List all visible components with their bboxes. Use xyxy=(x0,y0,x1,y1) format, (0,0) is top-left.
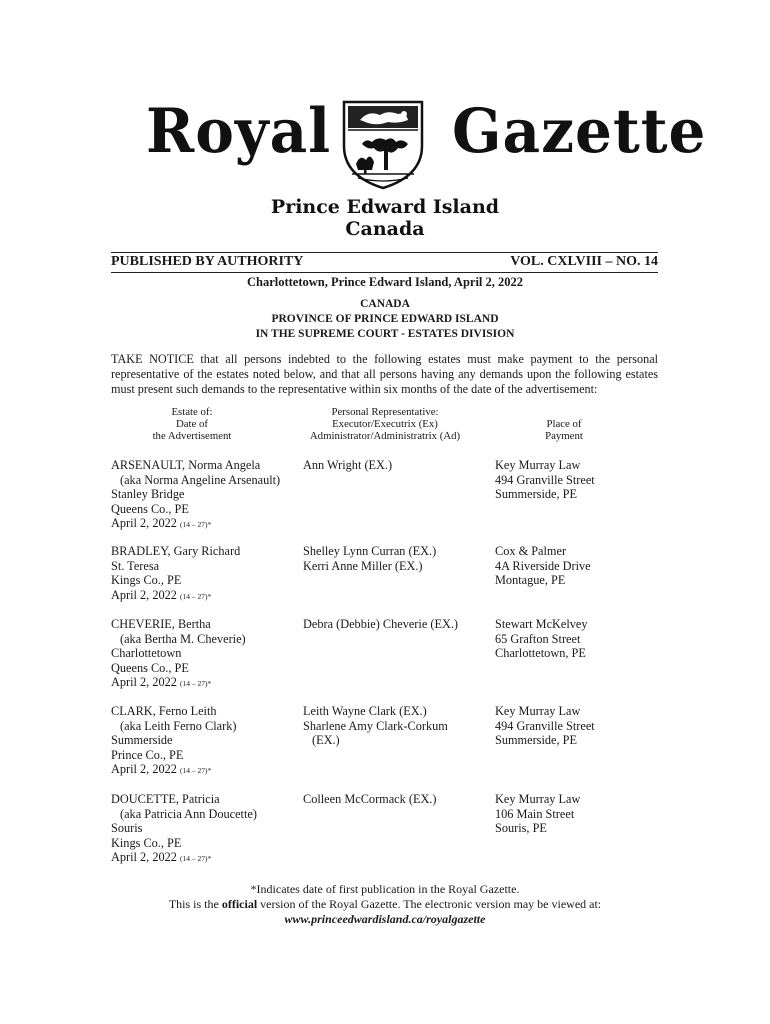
notice-paragraph: TAKE NOTICE that all persons indebted to the following estates must make payment to the personal representative of the estates noted below, and that all persons having any demands upon the following estates must present such demands to the representative within six months of the date of the advertisement: xyxy=(111,352,658,396)
footnote-first-publication: *Indicates date of first publication in the Royal Gazette. xyxy=(250,882,520,896)
masthead-title-right: Gazette xyxy=(452,95,707,167)
advertisement-date: April 2, 2022 xyxy=(111,675,177,689)
top-rule xyxy=(111,252,658,253)
masthead-province: Prince Edward Island xyxy=(270,196,500,218)
estate-details: BRADLEY, Gary Richard St. Teresa Kings Co., PE April 2, 2022 (14 – 27)* xyxy=(111,544,241,602)
coat-of-arms-icon xyxy=(338,98,428,190)
publication-code: (14 – 27)* xyxy=(180,679,212,688)
masthead-title-left: Royal xyxy=(146,95,332,167)
dateline: Charlottetown, Prince Edward Island, April 2, 2022 xyxy=(246,275,524,289)
advertisement-date: April 2, 2022 xyxy=(111,850,177,864)
publication-code: (14 – 27)* xyxy=(180,766,212,775)
payment-details: Stewart McKelvey 65 Grafton Street Charlottetown, PE xyxy=(495,617,588,660)
publication-code: (14 – 27)* xyxy=(180,854,212,863)
advertisement-date: April 2, 2022 xyxy=(111,516,177,530)
gazette-url-link[interactable]: www.princeedwardisland.ca/royalgazette xyxy=(284,912,486,926)
column-header-representative: Personal Representative: Executor/Executrix (Ex) Administrator/Administratrix (Ad) xyxy=(309,406,461,442)
payment-details: Key Murray Law 494 Granville Street Summerside, PE xyxy=(495,458,595,501)
estate-details: CLARK, Ferno Leith (aka Leith Ferno Clark) Summerside Prince Co., PE April 2, 2022 (14 – 27)* xyxy=(111,704,237,776)
bottom-rule xyxy=(111,272,658,273)
estate-details: DOUCETTE, Patricia (aka Patricia Ann Doucette) Souris Kings Co., PE April 2, 2022 (14 – 27)* xyxy=(111,792,257,864)
heading-canada: CANADA xyxy=(360,298,410,310)
published-by-authority: PUBLISHED BY AUTHORITY xyxy=(111,254,304,269)
estate-details: ARSENAULT, Norma Angela (aka Norma Angeline Arsenault) Stanley Bridge Queens Co., PE April 2, 2022 (14 – 27)* xyxy=(111,458,281,530)
payment-details: Key Murray Law 494 Granville Street Summerside, PE xyxy=(495,704,595,747)
official-emphasis: official xyxy=(221,897,258,911)
heading-province: PROVINCE OF PRINCE EDWARD ISLAND xyxy=(271,313,499,325)
publication-code: (14 – 27)* xyxy=(180,520,212,529)
volume-number: VOL. CXLVIII – NO. 14 xyxy=(510,254,658,269)
advertisement-date: April 2, 2022 xyxy=(111,587,177,602)
heading-court: IN THE SUPREME COURT - ESTATES DIVISION xyxy=(255,328,515,340)
masthead xyxy=(0,96,770,192)
estate-details: CHEVERIE, Bertha (aka Bertha M. Cheverie) Charlottetown Queens Co., PE April 2, 2022 (14 – 27)* xyxy=(111,617,246,689)
column-header-payment: Place of Payment xyxy=(545,418,583,442)
publication-code: (14 – 27)* xyxy=(180,591,212,601)
advertisement-date: April 2, 2022 xyxy=(111,762,177,776)
representative-details: Debra (Debbie) Cheverie (EX.) xyxy=(303,617,459,631)
payment-details: Cox & Palmer 4A Riverside Drive Montague, PE xyxy=(495,544,591,587)
representative-details: Ann Wright (EX.) xyxy=(303,458,393,472)
representative-details: Leith Wayne Clark (EX.) Sharlene Amy Clark-Corkum (EX.) xyxy=(303,704,448,747)
column-header-estate: Estate of: Date of the Advertisement xyxy=(152,406,232,442)
representative-details: Shelley Lynn Curran (EX.) Kerri Anne Miller (EX.) xyxy=(303,544,437,573)
footnote-official-version: This is the official version of the Royal Gazette. The electronic version may be viewed at: xyxy=(168,897,602,911)
payment-details: Key Murray Law 106 Main Street Souris, PE xyxy=(495,792,581,835)
masthead-country: Canada xyxy=(345,218,425,240)
representative-details: Colleen McCormack (EX.) xyxy=(303,792,437,806)
